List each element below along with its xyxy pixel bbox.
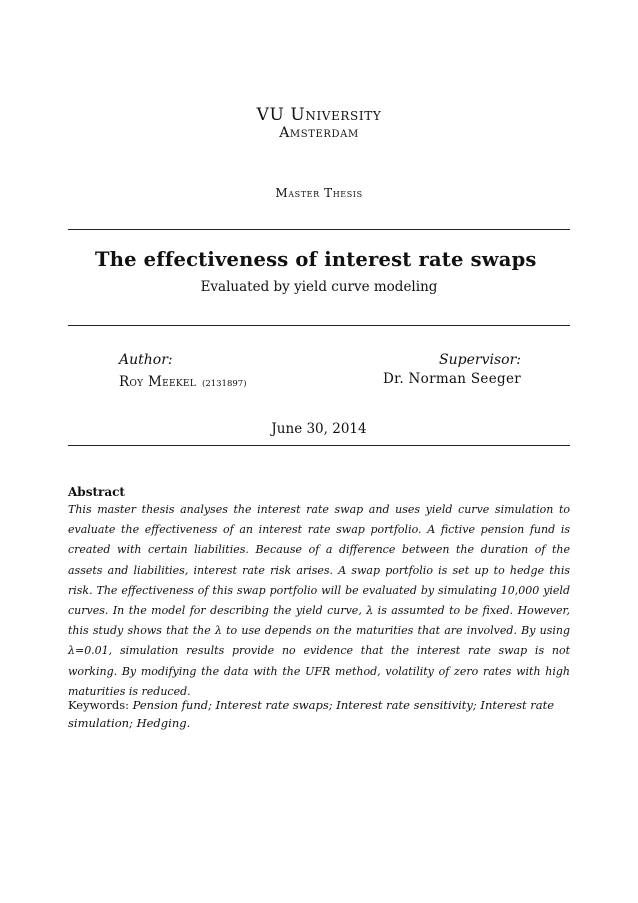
university-line-1: VU University: [256, 105, 382, 125]
keywords-text: Pension fund; Interest rate swaps; Interest rate sensitivity; Interest rate simulation; Hedging.: [68, 698, 555, 730]
abstract-heading: Abstract: [68, 485, 125, 499]
supervisor-label: Supervisor:: [439, 352, 521, 368]
keywords-label: Keywords:: [68, 698, 129, 712]
university-line-2: Amsterdam: [279, 125, 359, 141]
abstract-text: This master thesis analyses the interest rate swap and uses yield curve simulation to evaluate the effectiveness of an interest rate swap portfolio. A fictive pension fund is created with certain liabilities. Because of a difference between the duration of the assets and liabilities, interest rate risk arises. A swap portfolio is set up to hedge this risk. The effectiveness of this swap portfolio will be evaluated by simulating 10,000 yield curves. In the model for describing the yield curve, λ is assumted to be fixed. However, this study shows that the λ to use depends on the maturities that are involved. By using λ=0.01, simulation results provide no evidence that the interest rate swap is not working. By modifying the data with the UFR method, volatility of zero rates with high maturities is reduced.: [68, 503, 570, 698]
supervisor-name: Dr. Norman Seeger: [382, 371, 521, 387]
supervisor-block: [383, 352, 521, 387]
student-id: (2131897): [202, 379, 247, 389]
author-line: [119, 371, 247, 390]
keywords: [68, 697, 588, 732]
document-type: [0, 186, 638, 200]
document-type-label: Master Thesis: [275, 186, 363, 200]
thesis-date: June 30, 2014: [271, 421, 367, 437]
bottom-rule: [68, 325, 570, 326]
author-name: Roy Meekel: [119, 374, 197, 390]
date-rule: [68, 445, 570, 446]
university-name: [0, 105, 638, 125]
thesis-title: The effectiveness of interest rate swaps: [95, 248, 537, 271]
university-city: [0, 125, 638, 141]
author-label: Author:: [119, 352, 173, 368]
thesis-subtitle: Evaluated by yield curve modeling: [200, 279, 438, 295]
author-block: [119, 352, 247, 390]
top-rule: [68, 229, 570, 230]
